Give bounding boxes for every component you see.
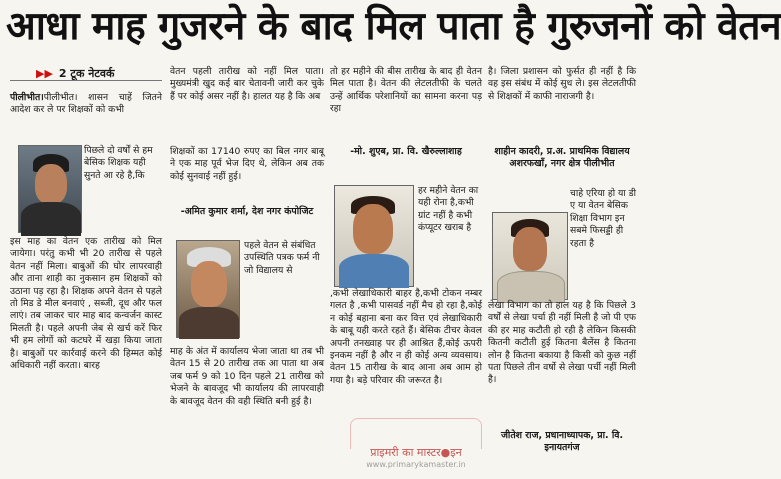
col3-wrap-text: हर महीने वेतन का यही रोना है,कभी ग्रांट नहीं है कभी कंप्यूटर खराब है: [418, 185, 479, 234]
col4-byline-2: जीतेश राज, प्रधानाध्यापक, प्रा. वि. इनायतगंज: [500, 430, 624, 454]
col2-body: माह के अंत में कार्यालय भेजा जाता था तब भी वेतन 15 से 20 तारीख तक आ पाता था अब जब फर्म 9 को 10 दिन पहले 21 तारीख को भेजने के बावजूद भी कार्यालय की लापरवाही के बावजूद वेतन की वही स्थिति बनी हुई है।: [170, 346, 324, 407]
col1-intro-text: पीलीभीत। शासन चाहें जितने आदेश कर ले पर शिक्षकों को कभी: [10, 92, 162, 116]
watermark-url: www.primarykamaster.in: [366, 460, 466, 469]
col4-body: लेखा विभाग का तो हाल यह है कि पिछले 3 वर्षों से लेखा पर्चा ही नहीं मिली है जो पी एफ की हर माह कटौती हो रही है लेकिन किसकी कितनी कटौती हुई कितना बैलेंस है कितना लोन है कितना बकाया है किसी को कुछ नहीं पता पिछले तीन वर्षो से लेखा पर्ची नहीं मिली है।: [488, 300, 636, 386]
double-arrow-icon: ▶▶: [36, 67, 53, 80]
photo-teacher-2: [176, 240, 240, 338]
headline: आधा माह गुजरने के बाद मिल पाता है गुरुजनों को वेतन: [6, 4, 781, 49]
watermark: [344, 445, 488, 469]
col2-top: वेतन पहली तारीख को नहीं मिल पाता। मुख्यमंत्री खुद कई बार चेतावनी जारी कर चुके हैं पर कोई असर नहीं है। हालत यह है कि अब: [170, 66, 324, 102]
kicker-label: 2 टूक नेटवर्क: [58, 67, 115, 80]
col1-wrap-text: पिछले दो वर्षों से हम बेसिक शिक्षक यही सुनते आ रहे है,कि: [84, 145, 153, 181]
col1-body: इस माह का वेतन एक तारीख को मिल जायेगा। परंतु कभी भी 20 तारीख से पहले वेतन नहीं मिला। बाबुओं की घोर लापरवाही और ताना शाही का नुकसान हम शिक्षकों को उठाना पड़ रहा है। शिक्षक अपने वेतन से पहले तो मिड डे मील बनवाएं , सब्जी, दूध और फल लाएं। तब जाकर चार माह बाद कन्वर्जन कास्ट मिलती है। पहले अपनी जेब से खर्च करें फिर भी हम लोगों को कटघरे में खड़ा किया जाता है। बाबुओं पर कार्रवाई करने की हिम्मत कोई अधिकारी नहीं करता। बारह: [10, 236, 162, 372]
photo-teacher-1: [18, 145, 82, 233]
col3-body: ,कभी लेखाधिकारी बाहर है,कभी टोकन नम्बर गलत है ,कभी पासवर्ड नहीं मैच हो रहा है,कोई न कोई बहाना बना कर वित्त एवं लेखाधिकारी के बाबू यही करते रहते हैं। बेसिक टीचर केवल अपनी तनख्वाह पर ही आश्रित हैं,कोई ऊपरी इनकम नहीं है और न ही कोई अन्य व्यवसाय। वेतन 15 तारीख के बाद आना अब आम हो गया है। बड़े परिवार की जरूरत है।: [330, 288, 482, 386]
col3-top: तो हर महीने की बीस तारीख के बाद ही वेतन मिल पाता है। वेतन की लेटलतीफी के चलते उन्हें आर्थिक परेशानियों का सामना करना पड़ रहा: [330, 66, 482, 115]
col4-wrap-text: चाहे एरिया हो या डी ए या वेतन बेसिक शिक्षा विभाग इन सबमे फिसड्डी ही रहता है: [570, 188, 636, 249]
col2-mid: शिक्षकों का 17140 रुपए का बिल नगर बाबू ने एक माह पूर्व भेज दिए थे, लेकिन अब तक कोई सुनवाई नहीं हुई।: [170, 146, 324, 182]
divider: [10, 80, 162, 81]
photo-teacher-3: [334, 185, 414, 287]
dateline: पीलीभीत।: [10, 92, 44, 103]
kicker: [36, 66, 114, 81]
col3-byline: -मो. शुएब, प्रा. वि. खैरुल्लाशाह: [350, 146, 462, 157]
watermark-text: प्राइमरी का मास्टर●इन: [370, 446, 462, 459]
col2-wrap-text: पहले वेतन से संबंधित उपस्थिति पत्रक फर्म नी जो विद्यालय से: [244, 240, 320, 276]
col4-top: है। जिला प्रशासन को फुर्सत ही नहीं है कि वह इस संबंध में कोई सुध ले। इस लेटलतीफी से शिक्षकों में काफी नाराजगी है।: [488, 66, 636, 102]
photo-teacher-4: [492, 212, 568, 300]
col4-byline: शाहीन कादरी, प्र.अ. प्राथमिक विद्यालय अशरफखाँ, नगर क्षेत्र पीलीभीत: [494, 146, 630, 170]
col1-intro: [10, 92, 162, 118]
col2-byline: -अमित कुमार शर्मा, देश नगर कंपोजिट: [180, 206, 314, 217]
